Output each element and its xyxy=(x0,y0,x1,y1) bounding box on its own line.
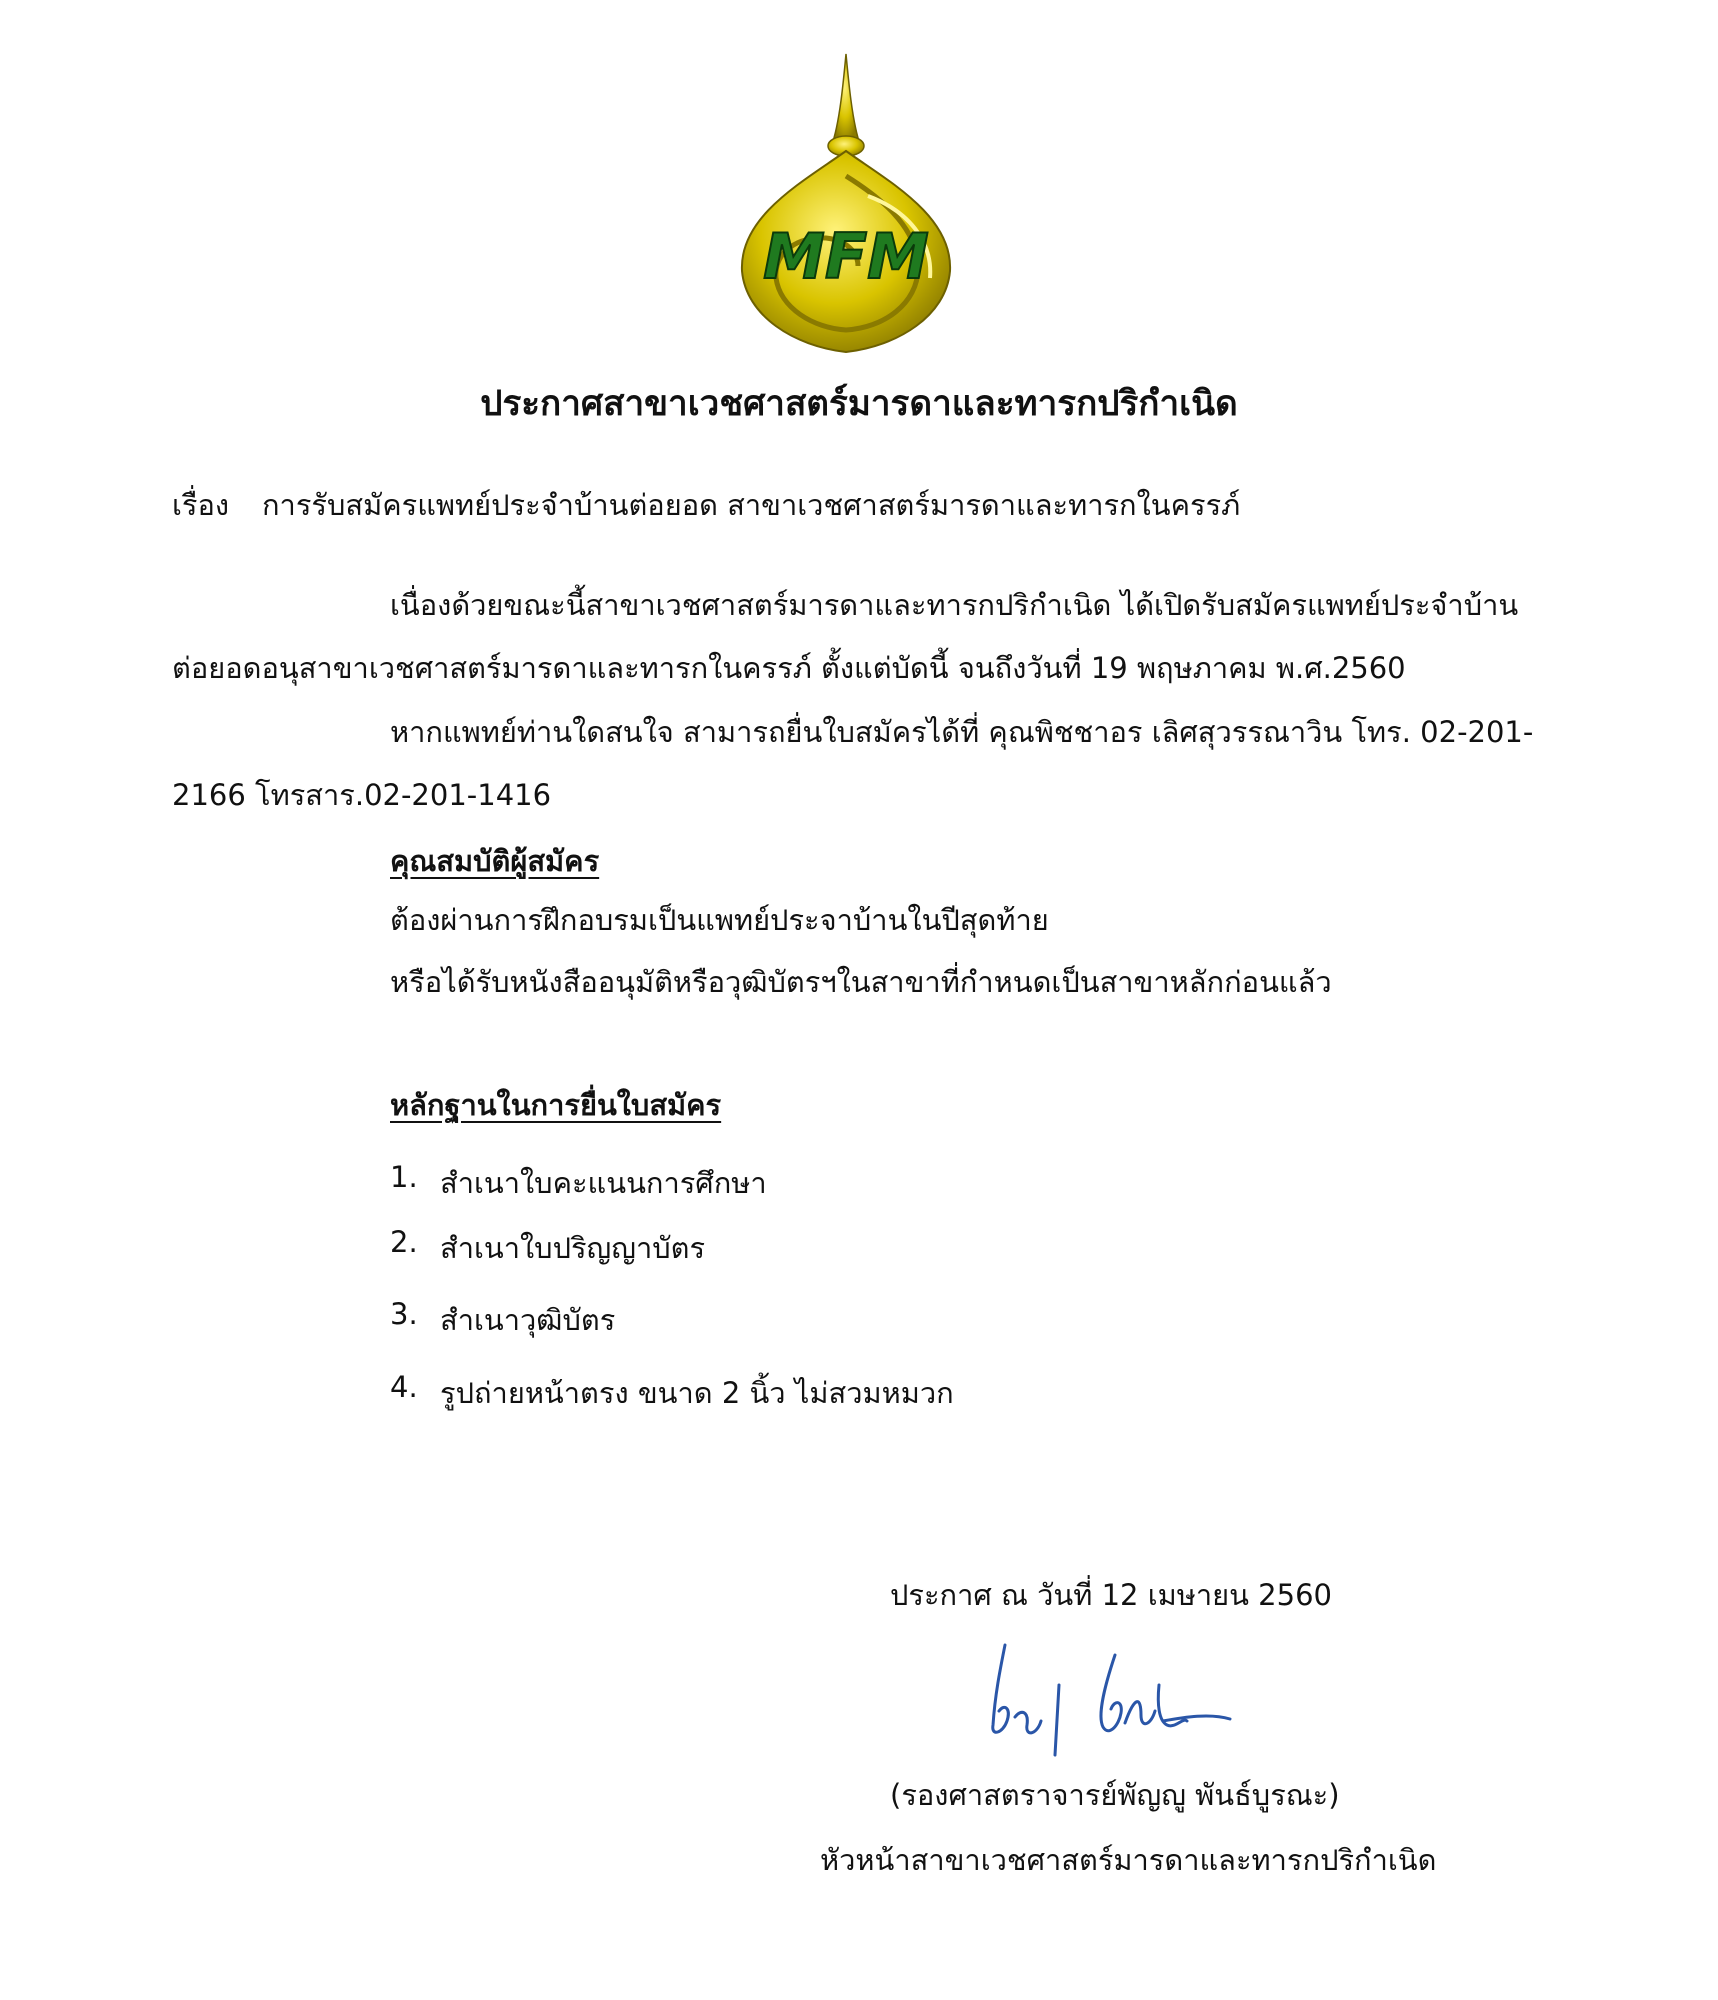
qualification-line-2: หรือได้รับหนังสืออนุมัติหรือวุฒิบัตรฯในสาขาที่กำหนดเป็นสาขาหลักก่อนแล้ว xyxy=(390,965,1332,999)
list-item-number: 2. xyxy=(390,1225,418,1259)
qualifications-heading: คุณสมบัติผู้สมัคร xyxy=(390,844,600,878)
paragraph-2-line-1: หากแพทย์ท่านใดสนใจ สามารถยื่นใบสมัครได้ที่ คุณพิชชาอร เลิศสุวรรณาวิน โทร. 02-201- xyxy=(390,715,1534,749)
paragraph-2-line-2: 2166 โทรสาร.02-201-1416 xyxy=(172,778,552,812)
list-item xyxy=(390,1160,418,1194)
logo-text: MFM xyxy=(763,220,929,293)
signer-name: (รองศาสตราจารย์พัญญู พันธ์บูรณะ) xyxy=(890,1778,1340,1812)
paragraph-1-line-1: เนื่องด้วยขณะนี้สาขาเวชศาสตร์มารดาและทารกปริกำเนิด ได้เปิดรับสมัครแพทย์ประจำบ้าน xyxy=(390,588,1519,622)
mfm-logo xyxy=(718,46,982,360)
list-item xyxy=(390,1370,418,1404)
paragraph-1-line-2: ต่อยอดอนุสาขาเวชศาสตร์มารดาและทารกในครรภ์ ตั้งแต่บัดนี้ จนถึงวันที่ 19 พฤษภาคม พ.ศ.2560 xyxy=(172,651,1406,685)
announcement-date: ประกาศ ณ วันที่ 12 เมษายน 2560 xyxy=(890,1578,1332,1612)
page-title: ประกาศสาขาเวชศาสตร์มารดาและทารกปริกำเนิด xyxy=(480,384,1238,424)
signer-position: หัวหน้าสาขาเวชศาสตร์มารดาและทารกปริกำเนิด xyxy=(820,1843,1437,1877)
list-item-number: 4. xyxy=(390,1370,418,1404)
subject-text: การรับสมัครแพทย์ประจำบ้านต่อยอด สาขาเวชศาสตร์มารดาและทารกในครรภ์ xyxy=(262,488,1241,522)
documents-heading: หลักฐานในการยื่นใบสมัคร xyxy=(390,1088,722,1122)
list-item-text: รูปถ่ายหน้าตรง ขนาด 2 นิ้ว ไม่สวมหมวก xyxy=(440,1376,954,1410)
list-item-text: สำเนาวุฒิบัตร xyxy=(440,1303,616,1337)
qualification-line-1: ต้องผ่านการฝึกอบรมเป็นแพทย์ประจาบ้านในปีสุดท้าย xyxy=(390,903,1049,937)
list-item xyxy=(390,1225,418,1259)
list-item-text: สำเนาใบคะแนนการศึกษา xyxy=(440,1166,767,1200)
list-item xyxy=(390,1297,418,1331)
list-item-text: สำเนาใบปริญญาบัตร xyxy=(440,1231,706,1265)
subject-label: เรื่อง xyxy=(172,488,230,522)
list-item-number: 1. xyxy=(390,1160,418,1194)
signature-image xyxy=(975,1625,1260,1770)
list-item-number: 3. xyxy=(390,1297,418,1331)
